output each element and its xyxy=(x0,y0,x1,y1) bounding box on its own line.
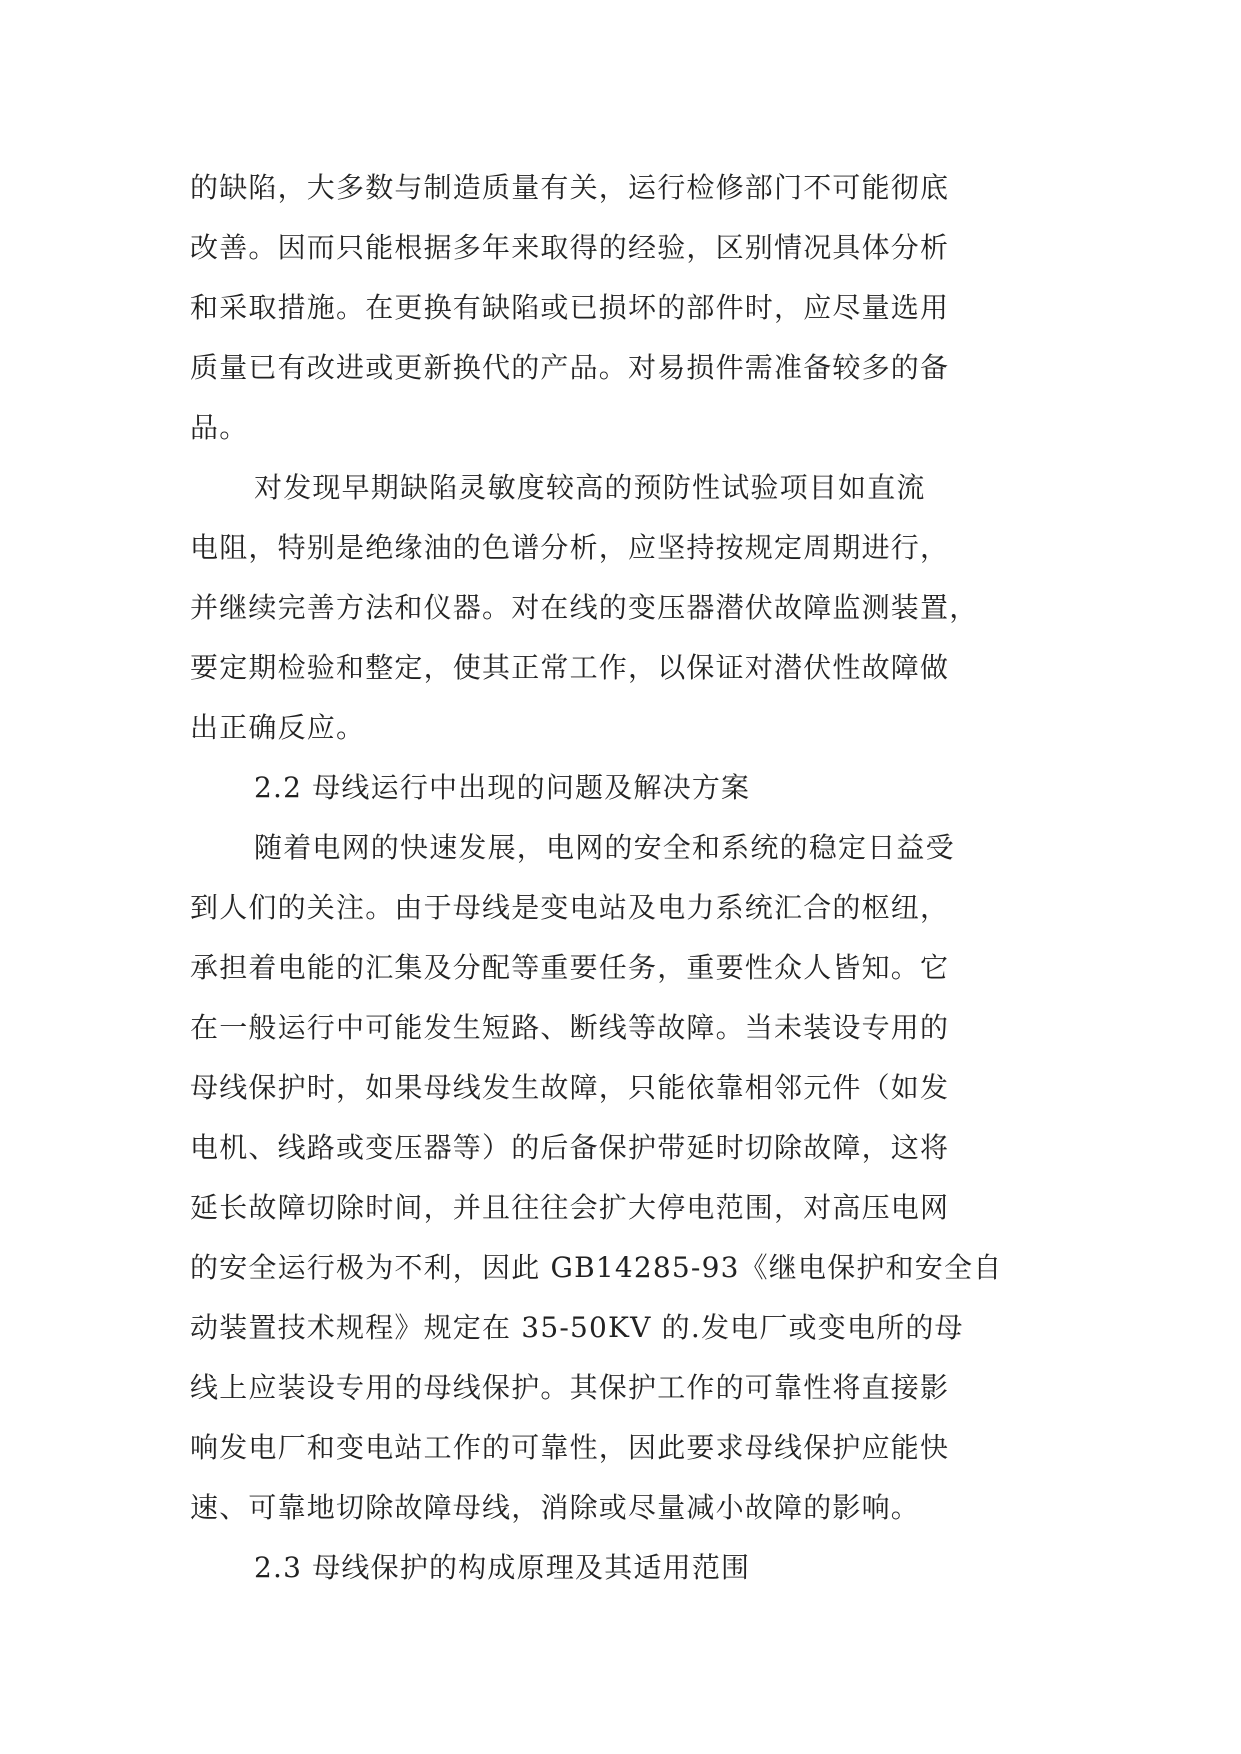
paragraph-start-line: 随着电网的快速发展，电网的安全和系统的稳定日益受 xyxy=(254,831,955,864)
text-line: 电机、线路或变压器等）的后备保护带延时切除故障，这将 xyxy=(190,1131,950,1164)
text-line: 到人们的关注。由于母线是变电站及电力系统汇合的枢纽， xyxy=(190,891,950,924)
text-line: 动装置技术规程》规定在 35-50KV 的.发电厂或变电所的母 xyxy=(190,1311,964,1344)
text-line: 速、可靠地切除故障母线，消除或尽量减小故障的影响。 xyxy=(190,1491,921,1524)
text-line: 品。 xyxy=(190,411,249,444)
text-line: 要定期检验和整定，使其正常工作，以保证对潜伏性故障做 xyxy=(190,651,950,684)
text-line: 的安全运行极为不利，因此 GB14285-93《继电保护和安全自 xyxy=(190,1251,1003,1284)
text-line: 响发电厂和变电站工作的可靠性，因此要求母线保护应能快 xyxy=(190,1431,950,1464)
text-line: 在一般运行中可能发生短路、断线等故障。当未装设专用的 xyxy=(190,1011,950,1044)
text-line: 改善。因而只能根据多年来取得的经验，区别情况具体分析 xyxy=(190,231,950,264)
text-line: 并继续完善方法和仪器。对在线的变压器潜伏故障监测装置， xyxy=(190,591,979,624)
section-heading-2-2: 2.2 母线运行中出现的问题及解决方案 xyxy=(254,771,751,804)
text-line: 承担着电能的汇集及分配等重要任务，重要性众人皆知。它 xyxy=(190,951,950,984)
text-line: 质量已有改进或更新换代的产品。对易损件需准备较多的备 xyxy=(190,351,950,384)
text-line: 线上应装设专用的母线保护。其保护工作的可靠性将直接影 xyxy=(190,1371,950,1404)
text-line: 延长故障切除时间，并且往往会扩大停电范围，对高压电网 xyxy=(190,1191,950,1224)
text-line: 的缺陷，大多数与制造质量有关，运行检修部门不可能彻底 xyxy=(190,171,950,204)
text-line: 电阻，特别是绝缘油的色谱分析，应坚持按规定周期进行， xyxy=(190,531,950,564)
document-body xyxy=(190,158,1054,1598)
text-line: 出正确反应。 xyxy=(190,711,366,744)
section-heading-2-3: 2.3 母线保护的构成原理及其适用范围 xyxy=(254,1551,751,1584)
text-line: 和采取措施。在更换有缺陷或已损坏的部件时，应尽量选用 xyxy=(190,291,950,324)
paragraph-start-line: 对发现早期缺陷灵敏度较高的预防性试验项目如直流 xyxy=(254,471,926,504)
text-line: 母线保护时，如果母线发生故障，只能依靠相邻元件（如发 xyxy=(190,1071,950,1104)
